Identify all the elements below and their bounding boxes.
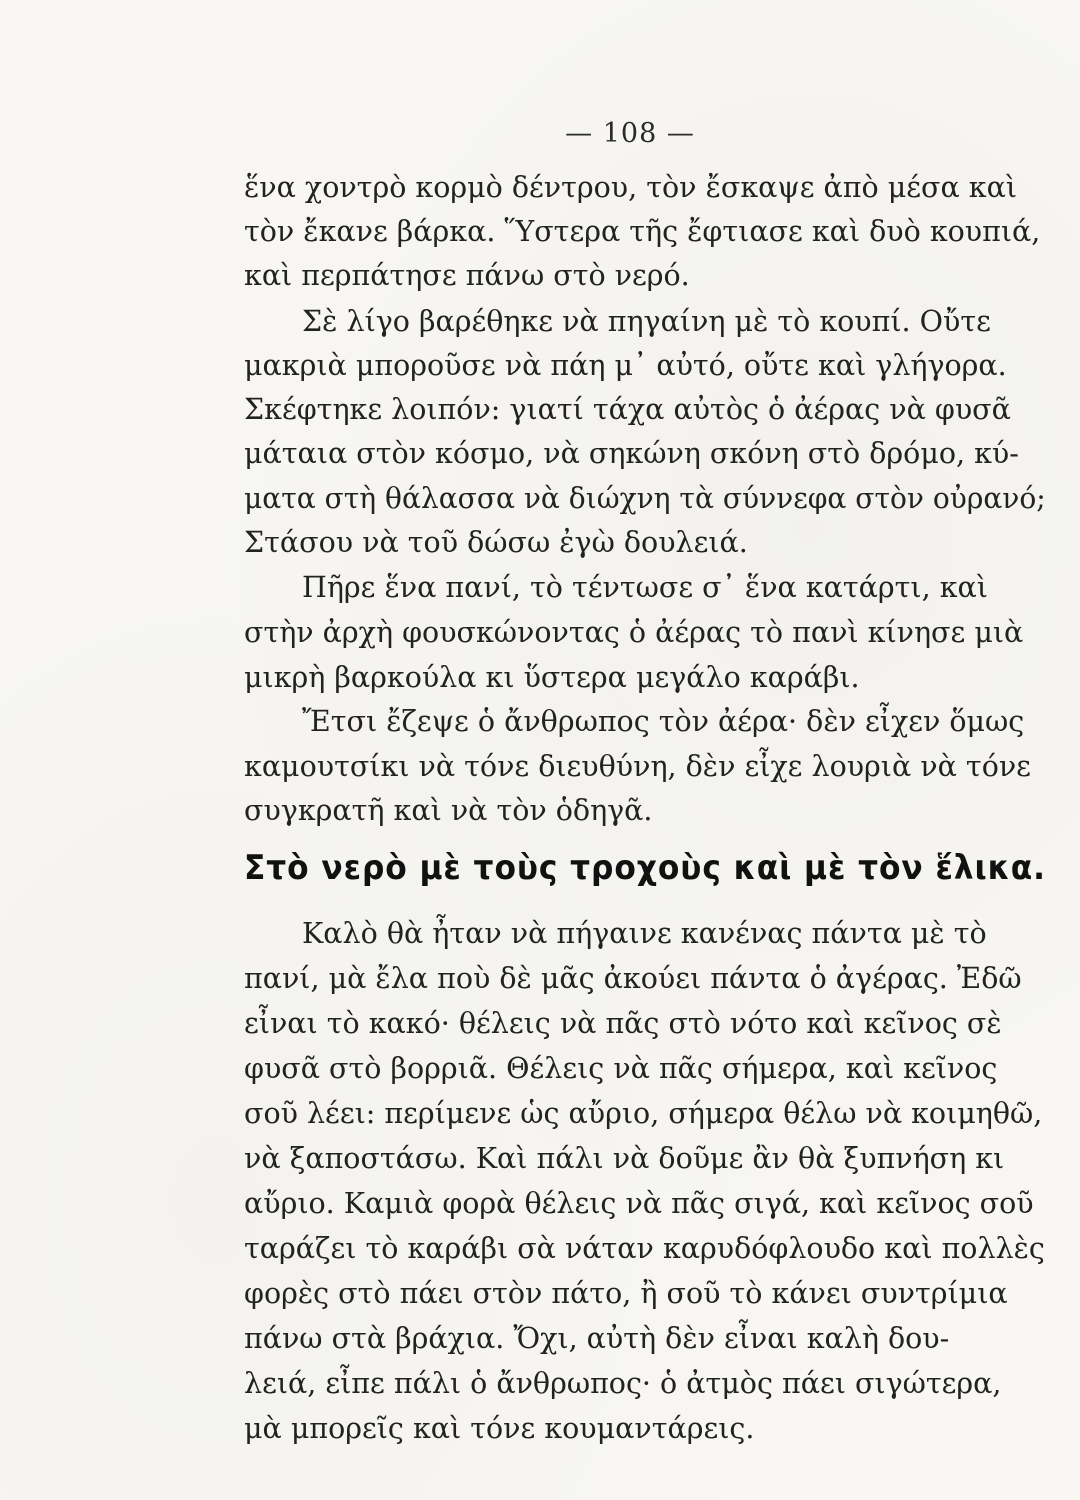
text-line: τὸν ἔκανε βάρκα. Ὕστερα τῆς ἔφτιασε καὶ δυὸ κουπιά, bbox=[244, 215, 1041, 248]
text-line: ἕνα χοντρὸ κορμὸ δέντρου, τὸν ἔσκαψε ἀπὸ μέσα καὶ bbox=[244, 171, 1018, 204]
text-line: Στάσου νὰ τοῦ δώσω ἐγὼ δουλειά. bbox=[244, 526, 748, 559]
text-line: αὔριο. Καμιὰ φορὰ θέλεις νὰ πᾶς σιγά, καὶ κεῖνος σοῦ bbox=[244, 1187, 1034, 1220]
text-line: συγκρατῆ καὶ νὰ τὸν ὁδηγᾶ. bbox=[244, 794, 653, 827]
text-line: Σκέφτηκε λοιπόν: γιατί τάχα αὐτὸς ὁ ἀέρας νὰ φυσᾶ bbox=[244, 393, 1011, 426]
page-number: — 108 — bbox=[565, 118, 695, 149]
text-line: μάταια στὸν κόσμο, νὰ σηκώνη σκόνη στὸ δρόμο, κύ- bbox=[244, 437, 1019, 470]
text-line: ταράζει τὸ καράβι σὰ νάταν καρυδόφλουδο καὶ πολλὲς bbox=[244, 1232, 1045, 1265]
text-line: στὴν ἀρχὴ φουσκώνοντας ὁ ἀέρας τὸ πανὶ κίνησε μιὰ bbox=[244, 616, 1024, 649]
text-line: καμουτσίκι νὰ τόνε διευθύνη, δὲν εἶχε λουριὰ νὰ τόνε bbox=[244, 750, 1031, 783]
text-line: πανί, μὰ ἔλα ποὺ δὲ μᾶς ἀκούει πάντα ὁ ἀγέρας. Ἐδῶ bbox=[244, 962, 1022, 995]
text-line: μὰ μπορεῖς καὶ τόνε κουμαντάρεις. bbox=[244, 1412, 755, 1445]
text-line: φυσᾶ στὸ βορριᾶ. Θέλεις νὰ πᾶς σήμερα, καὶ κεῖνος bbox=[244, 1052, 998, 1085]
section-heading: Στὸ νερὸ μὲ τοὺς τροχοὺς καὶ μὲ τὸν ἕλικα. bbox=[244, 848, 1046, 888]
text-line: σοῦ λέει: περίμενε ὡς αὔριο, σήμερα θέλω νὰ κοιμηθῶ, bbox=[244, 1097, 1043, 1130]
text-line: Πῆρε ἕνα πανί, τὸ τέντωσε σ᾿ ἕνα κατάρτι, καὶ bbox=[302, 571, 988, 604]
text-line: λειά, εἶπε πάλι ὁ ἄνθρωπος· ὁ ἀτμὸς πάει σιγώτερα, bbox=[244, 1367, 1002, 1400]
text-line: καὶ περπάτησε πάνω στὸ νερό. bbox=[244, 259, 690, 292]
text-line: Ἔτσι ἔζεψε ὁ ἄνθρωπος τὸν ἀέρα· δὲν εἶχεν ὅμως bbox=[302, 705, 1025, 738]
text-line: εἶναι τὸ κακό· θέλεις νὰ πᾶς στὸ νότο καὶ κεῖνος σὲ bbox=[244, 1007, 1002, 1040]
text-line: μικρὴ βαρκούλα κι ὕστερα μεγάλο καράβι. bbox=[244, 661, 860, 694]
text-line: Καλὸ θὰ ἦταν νὰ πήγαινε κανένας πάντα μὲ τὸ bbox=[302, 917, 987, 950]
text-line: μακριὰ μποροῦσε νὰ πάη μ᾿ αὐτό, οὔτε καὶ γλήγορα. bbox=[244, 349, 1007, 382]
text-line: ματα στὴ θάλασσα νὰ διώχνη τὰ σύννεφα στὸν οὐρανό; bbox=[244, 482, 1046, 515]
text-line: νὰ ξαποστάσω. Καὶ πάλι νὰ δοῦμε ἂν θὰ ξυπνήση κι bbox=[244, 1142, 1005, 1175]
text-line: φορὲς στὸ πάει στὸν πάτο, ἢ σοῦ τὸ κάνει συντρίμια bbox=[244, 1277, 1008, 1310]
text-line: πάνω στὰ βράχια. Ὄχι, αὐτὴ δὲν εἶναι καλὴ δου- bbox=[244, 1322, 950, 1355]
text-line: Σὲ λίγο βαρέθηκε νὰ πηγαίνη μὲ τὸ κουπί. Οὔτε bbox=[302, 305, 991, 338]
